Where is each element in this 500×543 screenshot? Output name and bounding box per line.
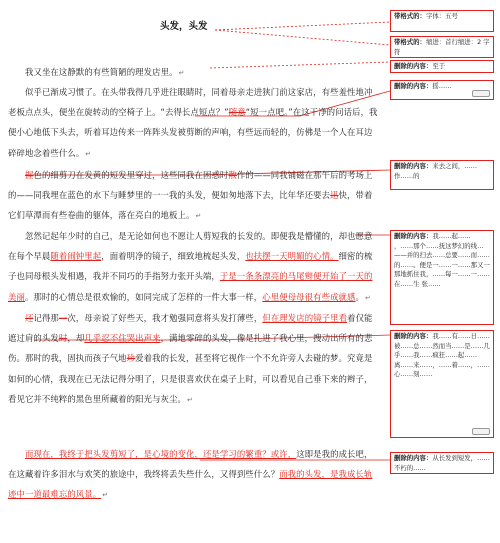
paragraph-5 <box>8 308 378 410</box>
inserted-text: 而我的头发，是我成长轨迹中一道最难忘的风景。 <box>8 469 373 500</box>
comment-balloon-3[interactable]: 删除的内容：至于 <box>390 60 494 73</box>
text-run: 似乎已渐成习惯了。在头带我得几乎进往眼睛时，同着母亲走进狭门前这家店，有些羞性地冲老板点点头，便坐在旋转动的空椅子上。“去得长点短点？” <box>8 87 373 118</box>
text-run: 着仅能遮过肩的头发 <box>8 313 373 344</box>
text-run: ，却 <box>67 333 85 344</box>
inserted-text: 于是一条条漂亮的马尾辫便开始了一天的美丽 <box>8 271 373 302</box>
paragraph-mark-icon: ↵ <box>364 293 371 302</box>
inserted-text: 几乎忍不住哭出声来 <box>84 333 161 344</box>
paragraph-4 <box>8 226 378 308</box>
leader-line-2 <box>215 30 390 45</box>
text-run: 这即是我的成长吧，在这藏着许多泪水与欢笑的旅途中，我终将丢失些什么，又得到些什么？ <box>8 449 373 480</box>
deleted-text: 散 <box>228 170 237 180</box>
paragraph-6 <box>8 444 378 506</box>
deleted-text: 珍 <box>126 353 136 364</box>
text-run: 。那时的心情总是很欢愉的，如同完成了怎样的一件大事一样， <box>24 291 263 302</box>
deleted-text: 握 <box>25 170 34 180</box>
leader-line-1 <box>215 22 390 30</box>
text-run: 作的——同我铺磁在那午后的考场上的——同我埋在蓝色的水下与睡梦里的一一我的头发，便如匆地落下去，比年华还要去 <box>8 170 373 201</box>
deleted-text: 随意 <box>228 107 246 118</box>
inserted-text: 心里便母母很有些成就感 <box>262 291 356 302</box>
comment-balloon-4[interactable]: 删除的内容：摇…… <box>390 80 494 100</box>
comment-balloon-1[interactable]: 带格式的：字体：五号 <box>390 10 494 32</box>
deleted-text: 时 <box>58 333 68 344</box>
text-run: 我又坐在这静默的有些简陋的理发店里。 <box>25 67 178 77</box>
expand-button[interactable] <box>472 90 490 97</box>
text-run: 记得那 <box>33 313 59 323</box>
deleted-text: 迅 <box>330 190 339 201</box>
comment-balloon-5[interactable]: 删除的内容：来去之间，……作……的 <box>390 160 494 190</box>
text-run: 细密的梳子也同母根头发相遇，我并不同巧的手指努力张开头端， <box>8 251 373 282</box>
inserted-text: 也扶摆一天明媚的心情。 <box>245 251 339 262</box>
text-run: 忽然记起年少时的自己，是无论如何也不愿让人剪短我的长发的。即便我是懵懂的，却也愿意在每个早晨 <box>8 231 373 262</box>
paragraph-mark-icon: ↵ <box>102 491 109 500</box>
paragraph-mark-icon: ↵ <box>195 212 202 221</box>
paragraph-1 <box>8 62 378 83</box>
expand-button[interactable] <box>472 428 490 435</box>
text-run: 爱着我的长发，甚至将它视作一个不允许旁人去碰的梦。究竟是如何的心情，我现在已无法记得分明了，只是很喜欢伏在桌子上时，可以看见自己垂下来的辫子，看见它并不纯粹的黑色里所藏着的阳光与灰尘。 <box>8 353 373 404</box>
paragraph-mark-icon: ↵ <box>85 149 92 158</box>
inserted-text: 随着闹钟里起 <box>50 251 102 262</box>
deleted-text: 一 <box>58 313 68 323</box>
inserted-text: 但在理发店的镜子里看 <box>262 313 348 323</box>
deleted-text: 还 <box>25 313 34 323</box>
text-run: ，满地零碎的头发，像是扎进了我心里，搜动出所有的悲伤。那时的我，固执而孩子气地 <box>8 333 373 364</box>
document-title: 头发，头发 <box>160 21 208 32</box>
text-run: “短一点吧。”在这干净的问话后，我便小心地低下头去，听着耳边传来一阵阵头发被剪断的声响，有些远而轻的，仿佛是一个人在耳边碎碎地念着些什么。 <box>8 107 378 158</box>
paragraph-3 <box>8 165 378 227</box>
text-run: 色的细剪刀在发黄的短发里穿过，这些同我在困惑时 <box>33 170 229 180</box>
comment-balloon-2[interactable]: 带格式的：缩进：首行缩进：2 字符 <box>390 36 494 58</box>
paragraph-mark-icon: ↵ <box>186 395 193 404</box>
text-run: ，面着明净的镜子，细致地梳起头发， <box>101 251 246 262</box>
comment-balloon-7[interactable]: 删除的内容：我……有……日……被……总……然而当……是……几乎……我……疯狂……起……离……来……，……着……，……心……刻…… <box>390 330 494 438</box>
paragraph-mark-icon: ↵ <box>178 69 185 77</box>
inserted-text: 而现在，我终于把头发剪短了，是心境的变化，还是学习的繁重？或许， <box>25 449 297 459</box>
text-run: 次，母亲说了好些天，我才勉强同意将头发打薄些， <box>67 313 263 323</box>
paragraph-2 <box>8 82 378 164</box>
comment-balloon-6[interactable]: 删除的内容：我……起…… ，……那个……抚这梦幻的线…——并的扫去……总要……而……的……。便是一……一……那又一那地抓住我，……每一……一……在……生 张…… <box>390 230 494 325</box>
text-run: 快，带着它们草潭而有些卷曲的躯体，落在亮白的地板上。 <box>8 190 373 221</box>
text-run: 。 <box>355 291 364 302</box>
comment-balloon-8[interactable]: 删除的内容：从长发到短发，……不朽的…… <box>390 452 494 474</box>
